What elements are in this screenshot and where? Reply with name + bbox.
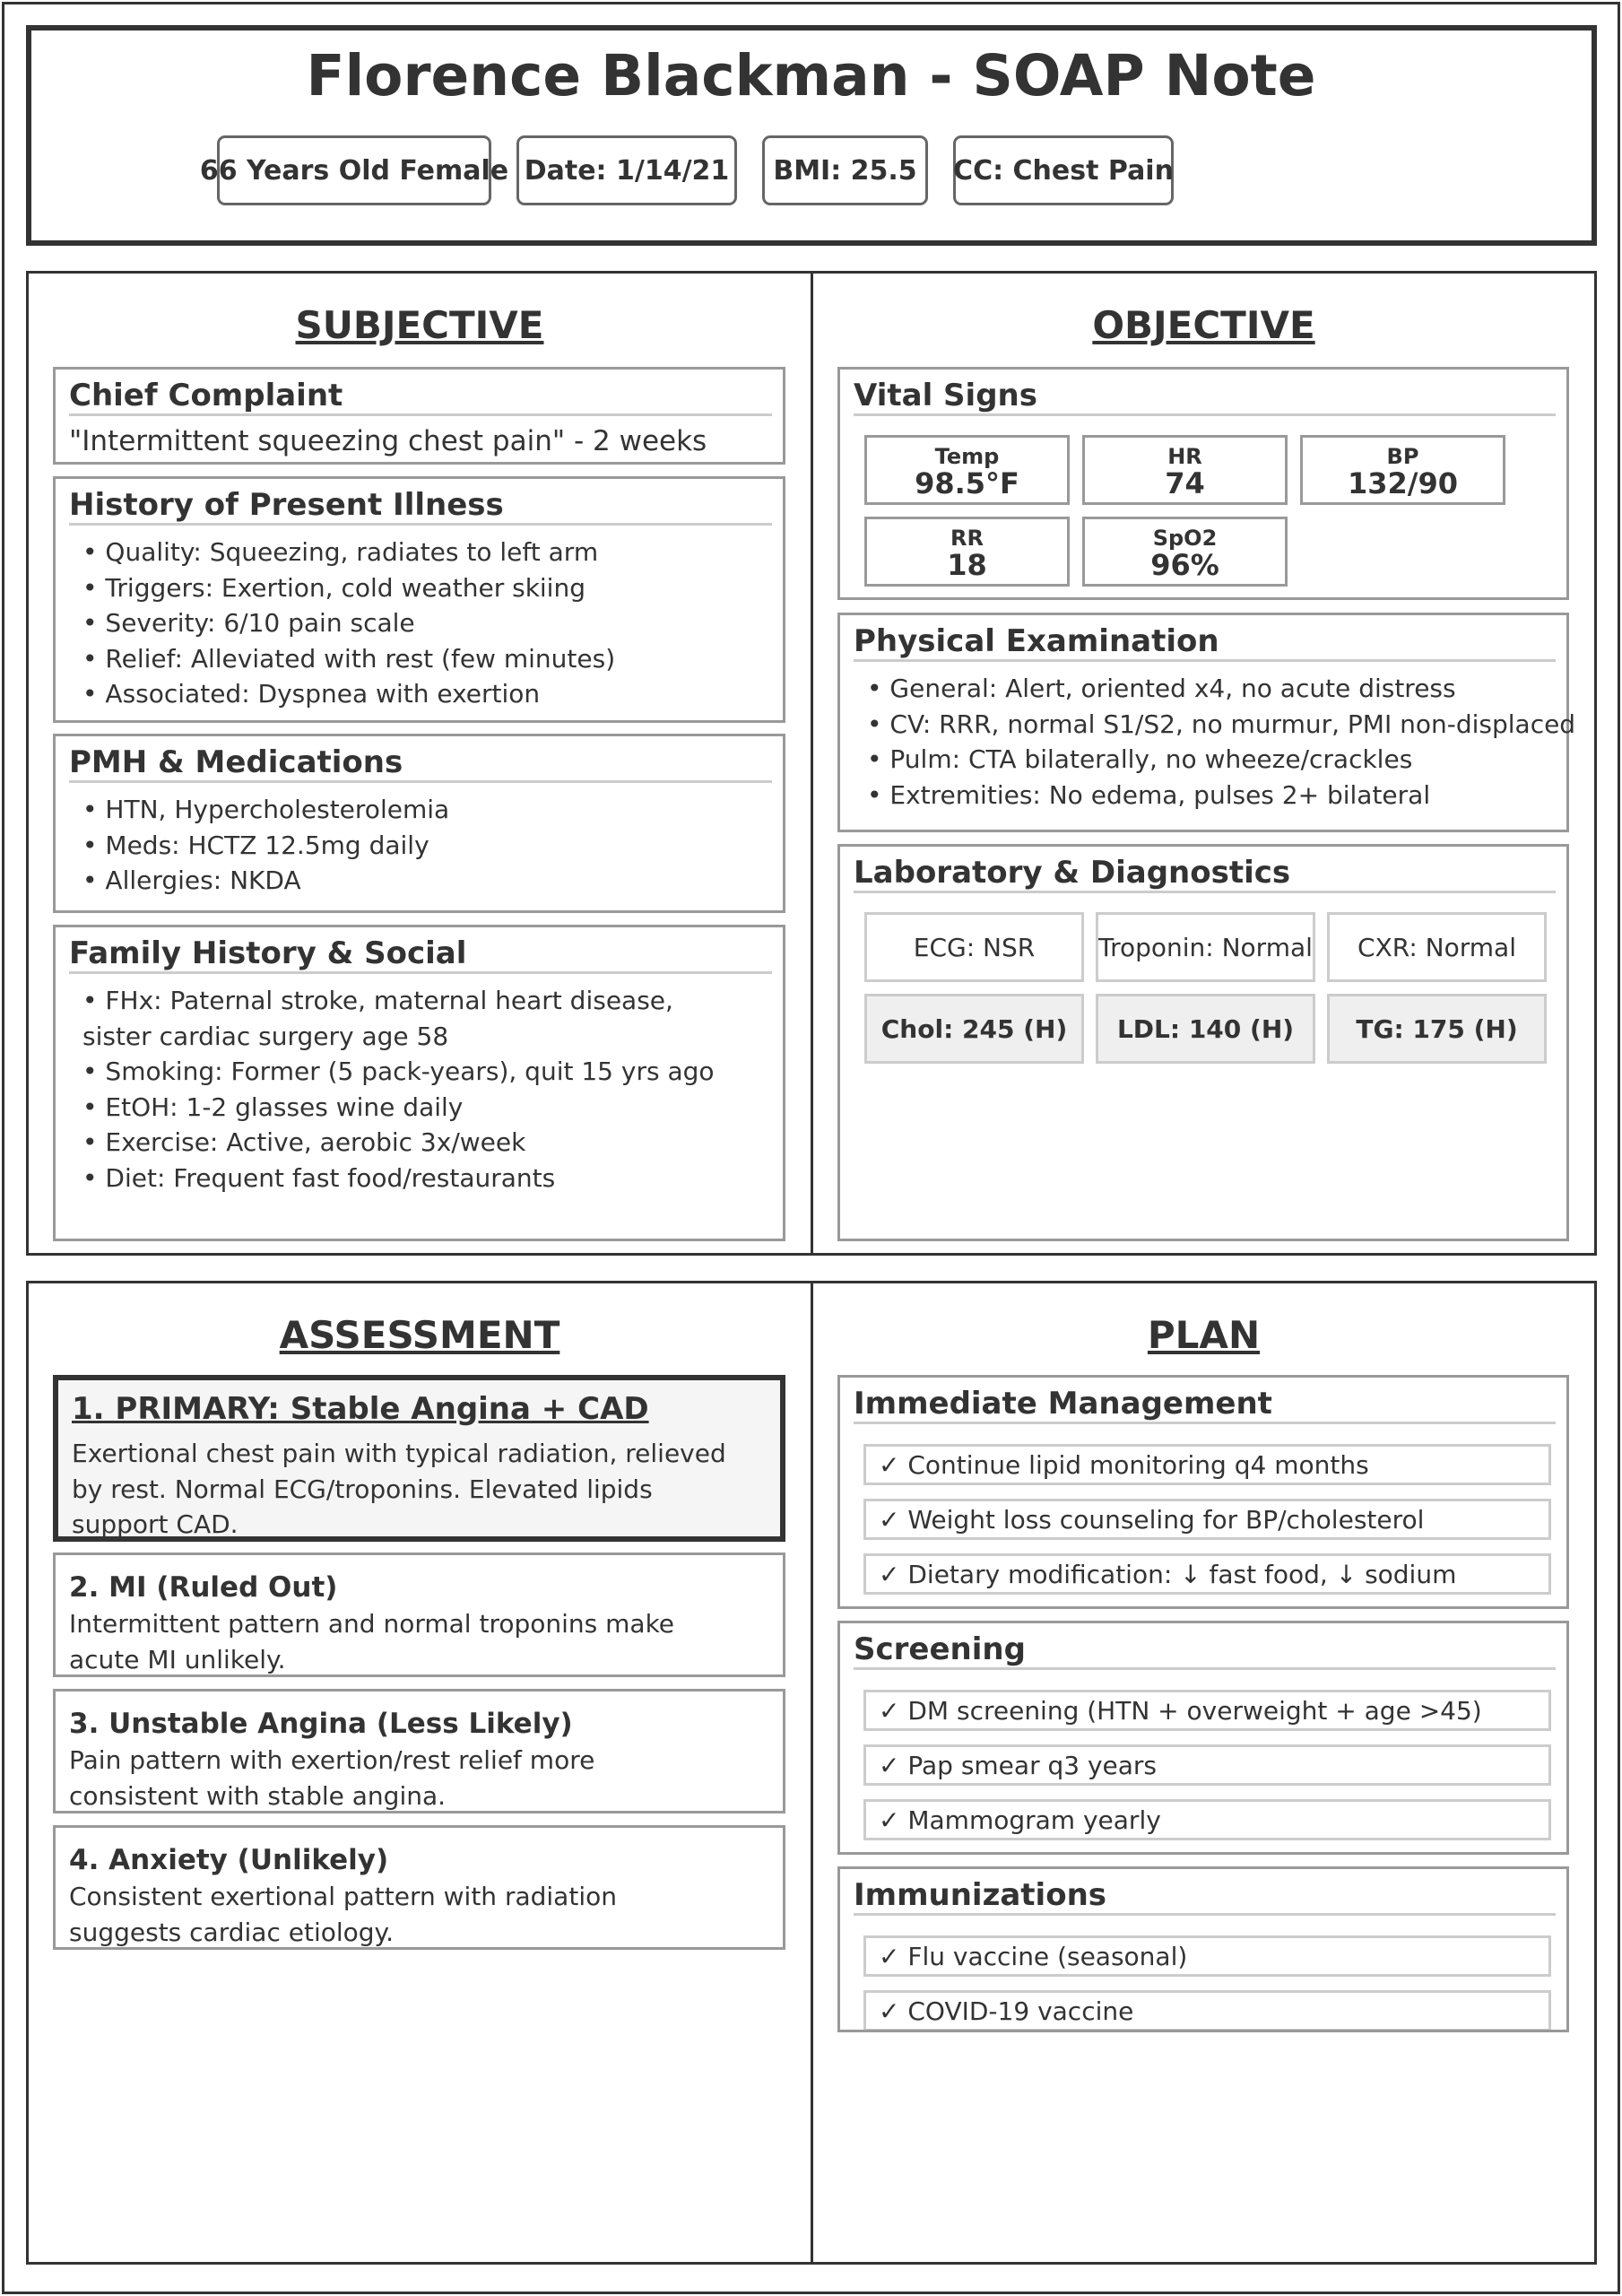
family-social-item: • Diet: Frequent fast food/restaurants [82, 1162, 556, 1193]
hpi-item: • Associated: Dyspnea with exertion [82, 679, 541, 709]
subjective-title: SUBJECTIVE [295, 303, 544, 347]
primary-diagnosis-heading: 1. PRIMARY: Stable Angina + CAD [72, 1391, 649, 1427]
family-social-item: • FHx: Paternal stroke, maternal heart disease, [82, 986, 673, 1015]
differential-diagnosis-card [53, 1689, 785, 1813]
vital-bp-label: BP [1386, 444, 1419, 469]
pmh-card [53, 734, 785, 913]
plan-item: ✓ DM screening (HTN + overweight + age >45) [863, 1690, 1551, 1731]
hpi-item: • Quality: Squeezing, radiates to left arm [82, 537, 599, 567]
objective-title: OBJECTIVE [1092, 303, 1315, 347]
age-sex-badge: 66 Years Old Female [217, 135, 491, 205]
differential-diagnosis-line: acute MI unlikely. [69, 1644, 286, 1674]
differential-diagnosis-line: suggests cardiac etiology. [69, 1917, 395, 1947]
family-social-item: • Exercise: Active, aerobic 3x/week [82, 1127, 526, 1157]
lab-cholesterol: Chol: 245 (H) [864, 994, 1084, 1064]
vital-temp-value: 98.5°F [915, 466, 1019, 501]
vital-temp [864, 435, 1070, 505]
physical-exam-card [837, 613, 1576, 832]
assessment-title: ASSESSMENT [279, 1313, 560, 1357]
plan-item: ✓ Continue lipid monitoring q4 months [863, 1444, 1551, 1485]
differential-diagnosis-heading: 3. Unstable Angina (Less Likely) [69, 1708, 573, 1740]
immunizations-heading: Immunizations [854, 1869, 1556, 1916]
pmh-item: • HTN, Hypercholesterolemia [82, 795, 450, 824]
differential-diagnosis-card [53, 1825, 785, 1950]
physical-exam-item: • Pulm: CTA bilaterally, no wheeze/crackles [867, 744, 1413, 774]
screening-heading: Screening [854, 1623, 1556, 1670]
primary-diagnosis-card [53, 1375, 785, 1542]
plan-item: ✓ Weight loss counseling for BP/cholesterol [863, 1499, 1551, 1540]
lab-ecg: ECG: NSR [864, 912, 1084, 982]
hpi-heading: History of Present Illness [69, 479, 772, 526]
differential-diagnosis-card [53, 1552, 785, 1677]
pmh-item: • Allergies: NKDA [82, 865, 301, 895]
vital-hr-label: HR [1167, 444, 1202, 469]
vital-spo2-value: 96% [1150, 548, 1219, 583]
hpi-card [53, 476, 785, 723]
vital-hr [1082, 435, 1288, 505]
lab-ldl: LDL: 140 (H) [1096, 994, 1315, 1064]
lab-troponin: Troponin: Normal [1096, 912, 1315, 982]
pmh-item: • Meds: HCTZ 12.5mg daily [82, 830, 429, 860]
vital-bp [1300, 435, 1505, 505]
bmi-badge: BMI: 25.5 [762, 135, 928, 205]
lab-cxr: CXR: Normal [1327, 912, 1547, 982]
physical-exam-item: • General: Alert, oriented x4, no acute distress [867, 674, 1456, 703]
differential-diagnosis-heading: 4. Anxiety (Unlikely) [69, 1844, 389, 1876]
family-social-item: sister cardiac surgery age 58 [82, 1021, 449, 1051]
hpi-item: • Triggers: Exertion, cold weather skiing [82, 572, 585, 603]
pmh-heading: PMH & Medications [69, 736, 772, 783]
differential-diagnosis-line: Consistent exertional pattern with radiation [69, 1882, 617, 1911]
family-social-heading: Family History & Social [69, 927, 772, 974]
vital-temp-label: Temp [934, 444, 1000, 469]
vital-rr [864, 517, 1070, 587]
immediate-management-heading: Immediate Management [854, 1378, 1556, 1424]
plan-item: ✓ Dietary modification: ↓ fast food, ↓ sodium [863, 1553, 1551, 1595]
differential-diagnosis-line: consistent with stable angina. [69, 1780, 447, 1811]
vital-rr-value: 18 [947, 548, 987, 583]
vital-spo2 [1082, 517, 1288, 587]
vital-bp-value: 132/90 [1347, 466, 1458, 501]
physical-exam-item: • Extremities: No edema, pulses 2+ bilateral [867, 779, 1431, 810]
physical-exam-heading: Physical Examination [854, 615, 1556, 662]
vital-rr-label: RR [950, 526, 984, 551]
primary-diagnosis-line: support CAD. [72, 1509, 239, 1539]
date-badge: Date: 1/14/21 [516, 135, 737, 205]
family-social-item: • Smoking: Former (5 pack-years), quit 15 yrs ago [82, 1057, 715, 1086]
chief-complaint-card [53, 367, 785, 465]
chief-complaint-text: "Intermittent squeezing chest pain" - 2 weeks [69, 425, 707, 457]
differential-diagnosis-line: Intermittent pattern and normal troponins make [69, 1609, 675, 1639]
page-title: Florence Blackman - SOAP Note [306, 43, 1316, 109]
plan-item: ✓ COVID-19 vaccine [863, 1990, 1551, 2031]
lab-triglycerides: TG: 175 (H) [1327, 994, 1547, 1064]
plan-item: ✓ Flu vaccine (seasonal) [863, 1935, 1551, 1977]
vital-spo2-label: SpO2 [1152, 526, 1218, 551]
family-social-card [53, 925, 785, 1241]
hpi-item: • Severity: 6/10 pain scale [82, 608, 415, 638]
primary-diagnosis-line: Exertional chest pain with typical radiation, relieved [72, 1439, 726, 1468]
primary-diagnosis-line: by rest. Normal ECG/troponins. Elevated lipids [72, 1474, 653, 1504]
labs-heading: Laboratory & Diagnostics [854, 847, 1556, 893]
differential-diagnosis-heading: 2. MI (Ruled Out) [69, 1571, 338, 1604]
immunizations-card [837, 1866, 1569, 2032]
chief-complaint-badge: CC: Chest Pain [953, 135, 1174, 205]
vital-hr-value: 74 [1165, 466, 1205, 501]
plan-item: ✓ Pap smear q3 years [863, 1744, 1551, 1786]
hpi-item: • Relief: Alleviated with rest (few minutes) [82, 643, 616, 674]
vital-signs-heading: Vital Signs [854, 370, 1556, 416]
physical-exam-item: • CV: RRR, normal S1/S2, no murmur, PMI non-displaced [867, 709, 1576, 739]
chief-complaint-heading: Chief Complaint [69, 370, 772, 416]
plan-title: PLAN [1147, 1313, 1261, 1357]
family-social-item: • EtOH: 1-2 glasses wine daily [82, 1091, 464, 1122]
differential-diagnosis-line: Pain pattern with exertion/rest relief more [69, 1745, 595, 1775]
plan-item: ✓ Mammogram yearly [863, 1799, 1551, 1840]
